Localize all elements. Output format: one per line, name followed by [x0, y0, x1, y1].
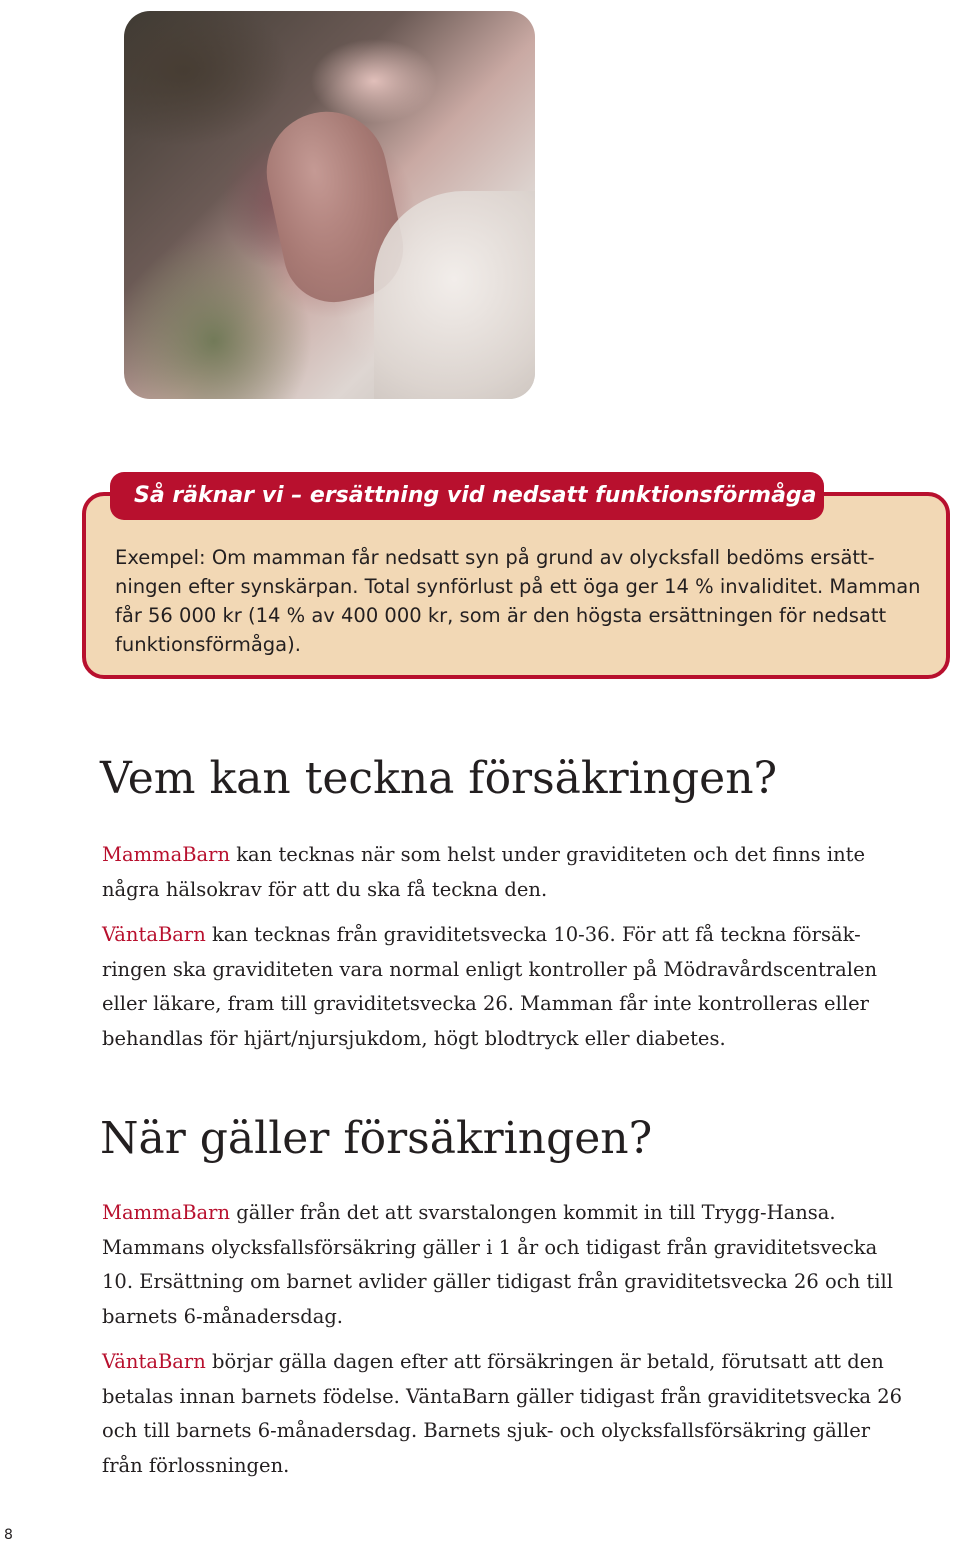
info-box-text	[115, 543, 921, 659]
info-box-line: får 56 000 kr (14 % av 400 000 kr, som är den högsta ersättningen för nedsatt	[115, 604, 887, 627]
text: gäller från det att svarstalongen kommit in till Trygg-Hansa.	[230, 1201, 836, 1224]
text-line: 10. Ersättning om barnet avlider gäller tidigast från graviditetsvecka 26 och till	[102, 1270, 893, 1293]
text-line: eller läkare, fram till graviditetsvecka 26. Mamman får inte kontrolleras eller	[102, 992, 869, 1015]
text-line: betalas innan barnets födelse. VäntaBarn gäller tidigast från graviditetsvecka 26	[102, 1384, 903, 1408]
brand-vantabarn: VäntaBarn	[102, 1350, 206, 1373]
info-box-title: Så räknar vi – ersättning vid nedsatt funktionsförmåga	[110, 472, 824, 520]
blanket-shape	[374, 191, 535, 399]
text-line: och till barnets 6-månadersdag. Barnets sjuk- och olycksfallsförsäkring gäller	[102, 1419, 871, 1442]
info-box-line: funktionsförmåga).	[115, 633, 301, 656]
text: börjar gälla dagen efter att försäkringen är betald, förutsatt att den	[205, 1350, 884, 1373]
text: kan tecknas när som helst under graviditeten och det finns inte	[230, 843, 866, 866]
text-line: ringen ska graviditeten vara normal enligt kontroller på Mödravårdscentralen	[102, 957, 878, 981]
section2-heading: När gäller försäkringen?	[100, 1113, 653, 1164]
text-line: behandlas för hjärt/njursjukdom, högt blodtryck eller diabetes.	[102, 1026, 726, 1050]
brand-mammabarn: MammaBarn	[102, 1201, 231, 1224]
text-line: barnets 6-månadersdag.	[102, 1304, 344, 1328]
text-line: från förlossningen.	[102, 1453, 290, 1477]
text-line: några hälsokrav för att du ska få teckna den.	[102, 877, 548, 901]
section1-paragraph-vantabarn	[102, 918, 932, 1056]
info-box-line: ningen efter synskärpan. Total synförlust på ett öga ger 14 % invaliditet. Mamman	[115, 575, 921, 598]
page-number: 8	[4, 1527, 13, 1543]
section1-heading: Vem kan teckna försäkringen?	[100, 753, 778, 804]
info-box-line: Exempel: Om mamman får nedsatt syn på grund av olycksfall bedöms ersätt-	[115, 546, 875, 569]
brand-mammabarn: MammaBarn	[102, 843, 231, 866]
section1-paragraph-mammabarn	[102, 838, 932, 907]
section2-paragraph-vantabarn	[102, 1345, 932, 1483]
brand-vantabarn: VäntaBarn	[102, 923, 206, 946]
text: kan tecknas från graviditetsvecka 10-36. För att få teckna försäk-	[205, 923, 861, 946]
text-line: Mammans olycksfallsförsäkring gäller i 1 år och tidigast från graviditetsvecka	[102, 1235, 878, 1259]
hero-photo	[124, 11, 535, 399]
section2-paragraph-mammabarn	[102, 1196, 932, 1334]
